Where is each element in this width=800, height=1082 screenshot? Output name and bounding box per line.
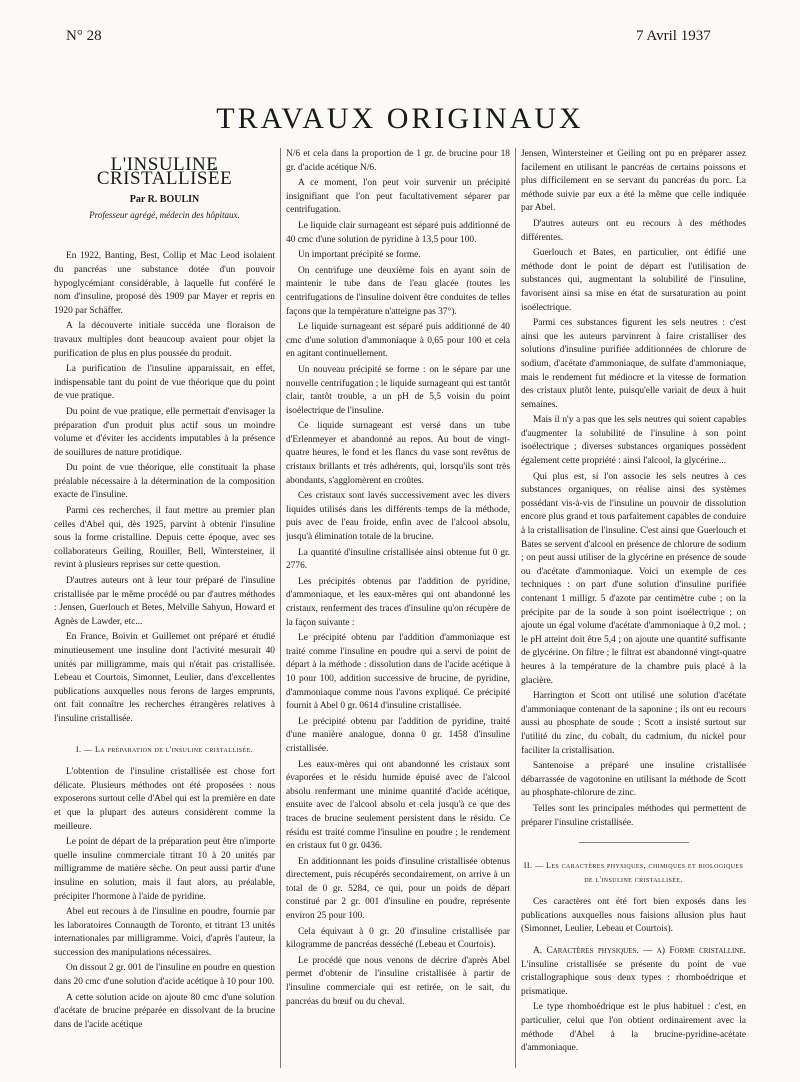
article-byline: Par R. BOULIN xyxy=(129,194,200,206)
paragraph: D'autres auteurs ont à leur tour préparé de l'insuline cristallisée par le même procédé ou par d'autres méthodes : Jensen, Guerlouch et Betes, Melville Sahyun, Howard et Agnès de Lawder, etc... xyxy=(54,576,275,627)
paragraph: Le type rhomboédrique est le plus habituel : c'est, en particulier, celui que l'on obtient ordinairement avec la méthode d'Abel à la brucine-pyridine-acétate d'ammoniaque. xyxy=(521,1002,746,1054)
section-heading-number: II. — xyxy=(523,861,544,871)
paragraph: Guerlouch et Bates, en particulier, ont édifié une méthode dont le point de départ est l'utilisation de substances qui, augmentant la solubilité de l'insuline, favorisent ainsi sa mise en état de sursaturation au point isoélectrique. xyxy=(521,248,746,313)
paragraph: Parmi ces substances figurent les sels neutres : c'est ainsi que les auteurs parvinrent à faire cristalliser des solutions d'insuline purifiée additionnées de chlorure de sodium, d'acétate d'ammoniaque, de sulfate d'ammoniaque, mais le rendement fut médiocre et la vitesse de formation des cristaux plutôt lente, puisqu'elle variait de deux à huit semaines. xyxy=(521,318,746,410)
paragraph: Les eaux-mères qui ont abandonné les cristaux sont évaporées et le résidu humide épuisé avec de l'alcool absolu renfermant une minime quantité d'acide acétique, ensuite avec de l'alcool absolu et cela jusqu'à ce que des traces de brucine seulement persistent dans le résidu. Ce résidu est traité comme l'insuline en poudre ; le rendement en cristaux fut 0 gr. 0436. xyxy=(286,759,510,852)
paragraph: Un nouveau précipité se forme : on le sépare par une nouvelle centrifugation ; le liquide surnageant qui est tantôt clair, tantôt trouble, a un pH de 5,5 voisin du point isoélectrique de l'insuline. xyxy=(286,364,510,416)
paragraph: A cette solution acide on ajoute 80 cmc d'une solution d'acétate de brucine préparée en dissolvant de la brucine dans de l'acide acétique xyxy=(54,992,275,1030)
paragraph: On centrifuge une deuxième fois en ayant soin de maintenir le tube dans de l'eau glacée (toutes les centrifugations de l'insuline doivent être conduites de telles façons que la température n'atteigne pas 37°). xyxy=(286,265,510,317)
paragraph: Qui plus est, si l'on associe les sels neutres à ces substances organiques, on réalise ainsi des systèmes possédant vis-à-vis de l'insuline un pouvoir de dissolution encore plus grand et tous parfaitement capables de conduire à la cristallisation de l'insuline. C'est ainsi que Guerlouch et Bates se servent d'alcool en présence de chlorure de sodium ; on peut aussi utiliser de la glycérine en présence de soude ou d'acétate d'ammoniaque. Voici un exemple de ces techniques : on part d'une solution d'insuline purifiée contenant 1 milligr. 5 d'azote par centimètre cube ; on la précipite par de la soude à son point isoélectrique ; on ajoute un égal volume d'acétate d'ammoniaque à 0,2 mol. ; le pH atteint doit être 5,4 ; on ajoute une quantité suffisante de glycérine. On filtre ; le filtrat est abandonné vingt-quatre heures à la température de la chambre puis placé à la glacière. xyxy=(521,471,746,686)
column-3 xyxy=(521,148,746,1072)
paragraph: Harrington et Scott ont utilisé une solution d'acétate d'ammoniaque contenant de la saponine ; ils ont eu recours aussi au phosphate de soude ; Scott a insisté surtout sur l'utilité du zinc, du cobalt, du cadmium, du nickel pour faciliter la cristallisation. xyxy=(521,691,746,756)
paragraph: La purification de l'insuline apparaissait, en effet, indispensable tant du point de vue théorique que du point de vue pratique. xyxy=(54,364,275,402)
paragraph: Parmi ces recherches, il faut mettre au premier plan celles d'Abel qui, dès 1925, parvint à obtenir l'insuline sous la forme cristalline. Depuis cette époque, avec ses collaborateurs Geiling, Rouiller, Bell, Wintersteiner, il revint à plusieurs reprises sur cette question. xyxy=(54,506,275,571)
paragraph: Du point de vue pratique, elle permettait d'envisager la préparation d'un produit plus actif sous un moindre volume et d'éviter les accidents imputables à la présence de souillures de nature protidique. xyxy=(54,406,275,458)
paragraph: En France, Boivin et Guillemet ont préparé et étudié minutieusement une insuline dont l'activité mesurait 40 unités par milligramme, mais qui n'était pas cristallisée. Lebeau et Courtois, Simonnet, Leulier, dans d'excellentes publications auxquelles nous ferons de larges emprunts, ont fait connaître les recherches étrangères relatives à l'insuline cristallisée. xyxy=(54,632,275,724)
section-heading-text: La préparation de l'insuline cristallisée. xyxy=(94,744,254,754)
paragraph: Le point de départ de la préparation peut être n'importe quelle insuline commerciale titrant 10 à 20 unités par milligramme de matière sèche. On peut aussi partir d'une insuline en solution, mais il faut alors, au préalable, précipiter l'hormone à l'aide de pyridine. xyxy=(54,837,275,902)
paragraph: Cela équivaut à 0 gr. 20 d'insuline cristallisée par kilogramme de pancréas desséché (Lebeau et Courtois). xyxy=(286,926,510,951)
paragraph: D'autres auteurs ont eu recours à des méthodes différentes. xyxy=(521,218,746,243)
paragraph-text: L'insuline cristallisée se présente du point de vue cristallographique sous deux types : rhomboédrique et prismatique. xyxy=(521,959,746,997)
section-heading xyxy=(54,743,275,757)
paragraph: Jensen, Wintersteiner et Geiling ont pu en préparer assez facilement en utilisant le pancréas de certains poissons et plus difficilement en se servant du pancréas du porc. La méthode suivie par eux a été la même que celle indiquée par Abel. xyxy=(521,149,746,214)
paragraph: Ce liquide surnageant est versé dans un tube d'Erlenmeyer et abandonné au repos. Au bout de vingt-quatre heures, le fond et les flancs du vase sont revêtus de cristaux brillants et très adhérents, qui, lorsqu'ils sont très abondants, s'agglomèrent en croûtes. xyxy=(286,421,510,486)
paragraph: Le liquide clair surnageant est séparé puis additionné de 40 cmc d'une solution de pyridine à 13,5 pour 100. xyxy=(286,220,510,245)
paragraph: Le liquide surnageant est séparé puis additionné de 40 cmc d'une solution d'ammoniaque à 0,65 pour 100 et cela en agitant continuellement. xyxy=(286,322,510,360)
paragraph: Le précipité obtenu par l'addition d'ammoniaque est traité comme l'insuline en poudre qui a servi de point de départ à la méthode : dissolution dans de l'acide acétique à 10 pour 100, addition successive de brucine, de pyridine, d'ammoniaque comme nous l'avons expliqué. Ce précipité fournit à Abel 0 gr. 0614 d'insuline cristallisée. xyxy=(286,633,510,712)
separator-rule xyxy=(579,842,689,843)
issue-number: N° 28 xyxy=(66,28,102,44)
paragraph: Abel eut recours à de l'insuline en poudre, fournie par les laboratoires Connaugth de Toronto, et titrant 13 unités internationales par milligramme. Voici, d'après l'auteur, la succession des manipulations nécessaires. xyxy=(54,907,275,958)
paragraph: En 1922, Banting, Best, Collip et Mac Leod isolaient du pancréas une substance dotée d'un pouvoir hypoglycémiant considérable, à laquelle fut conféré le nom d'insuline, proposé dès 1909 par Mayer et repris en 1920 par Schäffer. xyxy=(54,251,275,316)
column-2 xyxy=(286,148,510,1072)
paragraph-lead: A. Caractères physiques. — a) Forme cristalline. xyxy=(533,946,746,957)
article-title: L'INSULINE CRISTALLISÉE xyxy=(96,154,233,189)
paragraph: A la découverte initiale succéda une floraison de travaux multiples dont beaucoup avaient pour objet la purification de plus en plus poussée du produit. xyxy=(54,321,275,359)
column-divider xyxy=(280,148,281,1068)
paragraph: N/6 et cela dans la proportion de 1 gr. de brucine pour 18 gr. d'acide acétique N/6. xyxy=(286,149,510,173)
section-heading-number: I. — xyxy=(75,744,93,754)
paragraph: Du point de vue théorique, elle constituait la phase préalable nécessaire à la détermination de la composition exacte de l'insuline. xyxy=(54,463,275,501)
section-heading xyxy=(521,859,746,886)
paragraph: Telles sont les principales méthodes qui permettent de préparer l'insuline cristallisée. xyxy=(521,803,746,828)
column-1 xyxy=(54,148,275,1072)
paragraph: A ce moment, l'on peut voir survenir un précipité insignifiant que l'on peut facultativement séparer par centrifugation. xyxy=(286,178,510,216)
paragraph: La quantité d'insuline cristallisée ainsi obtenue fut 0 gr. 2776. xyxy=(286,547,510,572)
paragraph: Le précipité obtenu par l'addition de pyridine, traité d'une manière analogue, donna 0 gr. 1458 d'insuline cristallisée. xyxy=(286,716,510,754)
paragraph: Mais il n'y a pas que les sels neutres qui soient capables d'augmenter la solubilité de l'insuline à son point isoélectrique ; diverses substances organiques possèdent également cette propriété : ainsi l'alcool, la glycérine... xyxy=(521,415,746,467)
issue-date: 7 Avril 1937 xyxy=(636,28,711,44)
paragraph xyxy=(521,945,746,999)
author-affiliation: Professeur agrégé, médecin des hôpitaux. xyxy=(89,209,240,220)
paragraph: Les précipités obtenus par l'addition de pyridine, d'ammoniaque, et les eaux-mères qui ont abandonné les cristaux, renferment des traces d'insuline qu'on récupère de la façon suivante : xyxy=(286,576,510,628)
paragraph: Santenoise a préparé une insuline cristallisée débarrassée de vagotonine en utilisant la méthode de Scott au phosphate-chlorure de zinc. xyxy=(521,761,746,799)
paragraph: On dissout 2 gr. 001 de l'insuline en poudre en question dans 20 cmc d'une solution d'acide acétique à 10 pour 100. xyxy=(54,963,275,988)
paragraph: En additionnant les poids d'insuline cristallisée obtenus directement, puis récupérés secondairement, on arrive à un total de 0 gr. 5284, ce qui, pour un poids de départ constitué par 2 gr. 001 d'insuline en poudre, représente environ 25 pour 100. xyxy=(286,856,510,922)
paragraph: Ces cristaux sont lavés successivement avec les divers liquides utilisés dans les différents temps de la méthode, puis avec de l'eau froide, enfin avec de l'alcool absolu, jusqu'à élimination totale de la brucine. xyxy=(286,491,510,543)
paragraph: Le procédé que nous venons de décrire d'après Abel permet d'obtenir de l'insuline cristallisée à partir de l'insuline commerciale qui est retirée, on le sait, du pancréas du bœuf ou du cheval. xyxy=(286,955,510,1007)
paragraph: L'obtention de l'insuline cristallisée est chose fort délicate. Plusieurs méthodes ont été proposées : nous exposerons surtout celle d'Abel qui est la première en date et que la plupart des auteurs considèrent comme la meilleure. xyxy=(54,767,275,832)
column-divider xyxy=(515,148,516,1068)
section-title: TRAVAUX ORIGINAUX xyxy=(216,102,584,136)
paragraph: Ces caractères ont été fort bien exposés dans les publications auxquelles nous faisions allusion plus haut (Simonnet, Leulier, Lebeau et Courtois). xyxy=(521,897,746,935)
section-heading-text: Les caractères physiques, chimiques et biologiques de l'insuline cristallisée. xyxy=(545,861,744,884)
paragraph: Un important précipité se forme. xyxy=(298,250,421,261)
